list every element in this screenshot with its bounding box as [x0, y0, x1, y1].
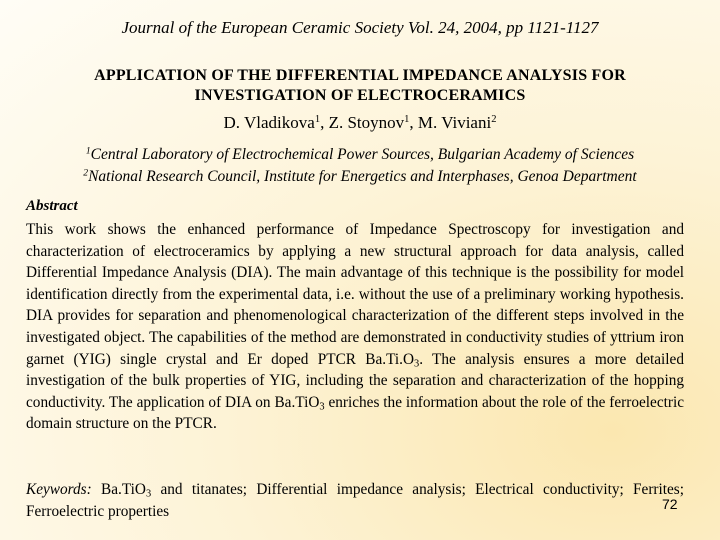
- abstract-text: This work shows the enhanced performance of Impedance Spectroscopy for investigation and characterization of electroceramics by applying a new structural approach for data analysis, called Differential Impedance Analysis (DIA). The main advantage of this technique is the possibility for model identification directly from the experimental data, i.e. without the use of a preliminary working hypothesis. DIA provides for separation and phenomenological characterization of the different steps involved in the investigated object. The capabilities of the method are demonstrated in conductivity studies of yttrium iron garnet (YIG) single crystal and Er doped PTCR $Ba.Ti.O_3$. The analysis ensures a more detailed investigation of the bulk properties of YIG, including the separation and characterization of the hopping conductivity. The application of DIA on Ba.TiO$_3$ enriches the information about the role of the ferroelectric domain structure on the PTCR.: [26, 221, 684, 433]
- abstract-heading: Abstract: [26, 198, 78, 214]
- title-line-2: INVESTIGATION OF ELECTROCERAMICS: [194, 87, 526, 104]
- author-1: D. Vladikova$^1$,: [223, 113, 329, 132]
- paper-title: [20, 66, 700, 106]
- author-3: M. Viviani$^2$: [417, 113, 497, 132]
- keywords-label: Keywords:: [26, 481, 92, 498]
- keywords: Keywords: Ba.TiO$_3$ and titanates; Differential impedance analysis; Electrical conductivity; Ferrites; Ferroelectric properties: [26, 481, 685, 520]
- title-line-1: APPLICATION OF THE DIFFERENTIAL IMPEDANCE ANALYSIS FOR: [94, 67, 626, 84]
- author-2: Z. Stoynov$^1$,: [328, 113, 418, 132]
- affiliation-1: $^1$Central Laboratory of Electrochemical Power Sources, Bulgarian Academy of Sciences: [85, 145, 635, 163]
- affiliation-2: $^2$National Research Council, Institute for Energetics and Interphases, Genoa Department: [83, 167, 637, 185]
- journal-citation: Journal of the European Ceramic Society Vol. 24, 2004, pp 1121-1127: [121, 18, 599, 37]
- page-number: 72: [662, 496, 678, 512]
- author-list: [0, 113, 720, 133]
